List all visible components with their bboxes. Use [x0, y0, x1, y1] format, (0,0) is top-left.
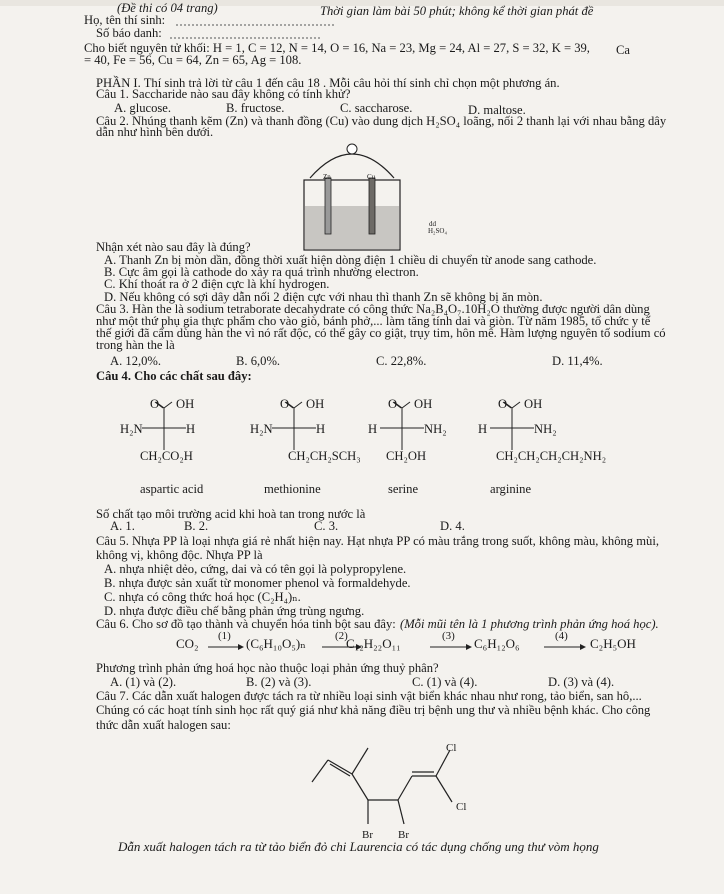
scheme-maltose: C₁₂H₂₂O₁₁ — [346, 636, 401, 651]
q7-line1: Câu 7. Các dẫn xuất halogen được tách ra từ nhiều loại sinh vật biển khác nhau như rong, tảo biển, san hô,... — [96, 689, 642, 703]
name-dotted-line — [176, 23, 336, 27]
q1-option-c: C. saccharose. — [340, 101, 413, 115]
q5-option-b: B. nhựa được sản xuất từ monomer phenol và formaldehyde. — [104, 576, 411, 590]
scheme-arrow-4 — [544, 643, 586, 651]
arginine-nh2: NH₂ — [534, 422, 557, 436]
q5-option-d: D. nhựa được điều chế bằng phản ứng trùng ngưng. — [104, 604, 365, 618]
aspartic-sidechain: CH₂CO₂H — [140, 449, 193, 463]
q6-option-c: C. (1) và (4). — [412, 675, 478, 689]
q7-line2: Chúng có các hoạt tính sinh học rất quý giá như khả năng điều trị bệnh ung thư và nhiều bệnh khác. Cho công — [96, 703, 651, 717]
q1-option-d: D. maltose. — [468, 103, 526, 117]
arginine-sidechain: CH₂CH₂CH₂CH₂NH₂ — [496, 449, 607, 463]
q1-option-a: A. glucose. — [114, 101, 172, 115]
q3-line2: như một thứ phụ gia thực phẩm cho vào giò, bánh phở,... làm tăng tính dai và giòn. Từ năm 1985, tổ chức y tế — [96, 314, 651, 328]
fig-zn-label: Zn — [323, 173, 331, 181]
q7-line3: thức dẫn xuất halogen sau: — [96, 718, 231, 732]
id-label: Số báo danh: — [96, 26, 162, 40]
galvanic-cell-figure — [282, 140, 422, 255]
q4-option-a: A. 1. — [110, 519, 135, 533]
q2-option-d: D. Nếu không có sợi dây dẫn nối 2 điện cực với nhau thì thanh Zn sẽ không bị ăn mòn. — [104, 290, 543, 304]
methionine-h2n: H₂N — [250, 422, 273, 436]
q4-option-d: D. 4. — [440, 519, 465, 533]
q3-line4: trong hàn the là — [96, 338, 175, 352]
q4-stem: Câu 4. Cho các chất sau đây: — [96, 369, 252, 383]
q6-stem: Câu 6. Cho sơ đồ tạo thành và chuyển hóa tinh bột sau đây: — [96, 617, 396, 631]
serine-o: O — [388, 397, 398, 411]
q1-stem: Câu 1. Saccharide nào sau đây không có tính khử? — [96, 87, 351, 101]
arginine-h: H — [478, 422, 488, 436]
scheme-co2: CO₂ — [176, 636, 199, 651]
q5-option-c: C. nhựa có công thức hoá học (C₂H₄)ₙ. — [104, 590, 301, 604]
page-count: (Đề thi có 04 trang) — [117, 1, 218, 15]
q2-line1: Câu 2. Nhúng thanh kẽm (Zn) và thanh đồng (Cu) vào dung dịch H₂SO₄ loãng, nối 2 thanh lại với nhau bằng dây — [96, 114, 667, 128]
scheme-arrow-1 — [208, 643, 244, 651]
q5-option-a: A. nhựa nhiệt dẻo, cứng, dai và có tên gọi là polypropylene. — [104, 562, 407, 576]
q7-caption: Dẫn xuất halogen tách ra từ tảo biển đỏ chi Laurencia có tác dụng chống ung thư vòm họng — [118, 839, 599, 854]
atomic-ca: Ca — [616, 43, 630, 57]
q6-question: Phương trình phản ứng hoá học nào thuộc loại phản ứng thuỷ phân? — [96, 661, 439, 675]
id-dotted-line — [170, 36, 320, 40]
fig-dd-label: dd — [429, 220, 436, 228]
atomic-masses-line2: = 40, Fe = 56, Cu = 64, Zn = 65, Ag = 108. — [84, 53, 302, 67]
q4-option-c: C. 3. — [314, 519, 339, 533]
part1-instruction: PHẦN I. Thí sinh trả lời từ câu 1 đến câu 18 . Mỗi câu hỏi thí sinh chỉ chọn một phương án. — [96, 76, 560, 90]
exam-time: Thời gian làm bài 50 phút; không kể thời gian phát đề — [320, 4, 594, 18]
q3-option-b: B. 6,0%. — [236, 354, 281, 368]
q6-option-b: B. (2) và (3). — [246, 675, 312, 689]
serine-h: H — [368, 422, 378, 436]
name-label: Họ, tên thí sinh: — [84, 13, 166, 27]
q3-option-c: C. 22,8%. — [376, 354, 427, 368]
q3-line3: thế giới đã cấm dùng hàn the vì nó rất độc, có thể gây co giật, trụy tim, hôn mê. Hàm lượng nguyên tố sodium có — [96, 326, 666, 340]
fig-acid-label: H₂SO₄ — [428, 227, 447, 235]
q4-question: Số chất tạo môi trường acid khi hoà tan trong nước là — [96, 507, 366, 521]
q5-line2: không vị, không độc. Nhựa PP là — [96, 548, 263, 562]
q6-option-d: D. (3) và (4). — [548, 675, 615, 689]
q2-option-a: A. Thanh Zn bị mòn dần, đồng thời xuất hiện dòng điện 1 chiều di chuyển từ anode sang cathode. — [104, 253, 597, 267]
scheme-glucose: C₆H₁₂O₆ — [474, 636, 520, 651]
q6-option-a: A. (1) và (2). — [110, 675, 177, 689]
scheme-arrow-1-label: (1) — [218, 630, 231, 642]
methionine-oh: OH — [306, 397, 325, 411]
aspartic-acid-name: aspartic acid — [140, 482, 204, 496]
aspartic-o: O — [150, 397, 160, 411]
scheme-arrow-3 — [430, 643, 472, 651]
q2-option-b: B. Cực âm gọi là cathode do xảy ra quá trình nhường electron. — [104, 265, 419, 279]
q2-question: Nhận xét nào sau đây là đúng? — [96, 240, 251, 254]
serine-name: serine — [388, 482, 419, 496]
halogen-structure — [308, 730, 468, 840]
serine-nh2: NH₂ — [424, 422, 447, 436]
q3-option-d: D. 11,4%. — [552, 354, 603, 368]
q2-option-c: C. Khí thoát ra ở 2 điện cực là khí hydrogen. — [104, 277, 330, 291]
aspartic-oh: OH — [176, 397, 195, 411]
halogen-br-2: Br — [398, 829, 409, 841]
halogen-cl-2: Cl — [456, 801, 467, 813]
arginine-oh: OH — [524, 397, 543, 411]
methionine-name: methionine — [264, 482, 321, 496]
scheme-ethanol: C₂H₅OH — [590, 636, 636, 651]
q3-option-a: A. 12,0%. — [110, 354, 162, 368]
q6-note: (Mỗi mũi tên là 1 phương trình phản ứng hoá học). — [400, 617, 659, 631]
serine-oh: OH — [414, 397, 433, 411]
fig-cu-label: Cu — [367, 173, 376, 181]
arginine-name: arginine — [490, 482, 532, 496]
halogen-br-1: Br — [362, 829, 373, 841]
q2-line2: dẫn như hình bên dưới. — [96, 125, 214, 139]
q1-option-b: B. fructose. — [226, 101, 285, 115]
methionine-o: O — [280, 397, 290, 411]
q3-line1: Câu 3. Hàn the là sodium tetraborate decahydrate có công thức Na₂B₄O₇.10H₂O thường được người dân dùng — [96, 302, 650, 316]
aspartic-h: H — [186, 422, 196, 436]
arginine-o: O — [498, 397, 508, 411]
methionine-sidechain: CH₂CH₂SCH₃ — [288, 449, 361, 463]
serine-sidechain: CH₂OH — [386, 449, 427, 463]
q5-line1: Câu 5. Nhựa PP là loại nhựa giá rẻ nhất hiện nay. Hạt nhựa PP có màu trắng trong suốt, không màu, không mùi, — [96, 534, 659, 548]
atomic-masses-line1: Cho biết nguyên tử khối: H = 1, C = 12, N = 14, O = 16, Na = 23, Mg = 24, Al = 27, S = 32, K = 39, — [84, 41, 590, 55]
scheme-starch: (C₆H₁₀O₅)ₙ — [246, 636, 306, 651]
aspartic-h2n: H₂N — [120, 422, 143, 436]
halogen-cl-1: Cl — [446, 742, 457, 754]
scheme-arrow-3-label: (3) — [442, 630, 455, 642]
q4-option-b: B. 2. — [184, 519, 209, 533]
scheme-arrow-4-label: (4) — [555, 630, 568, 642]
methionine-h: H — [316, 422, 326, 436]
scheme-arrow-2-label: (2) — [335, 630, 348, 642]
